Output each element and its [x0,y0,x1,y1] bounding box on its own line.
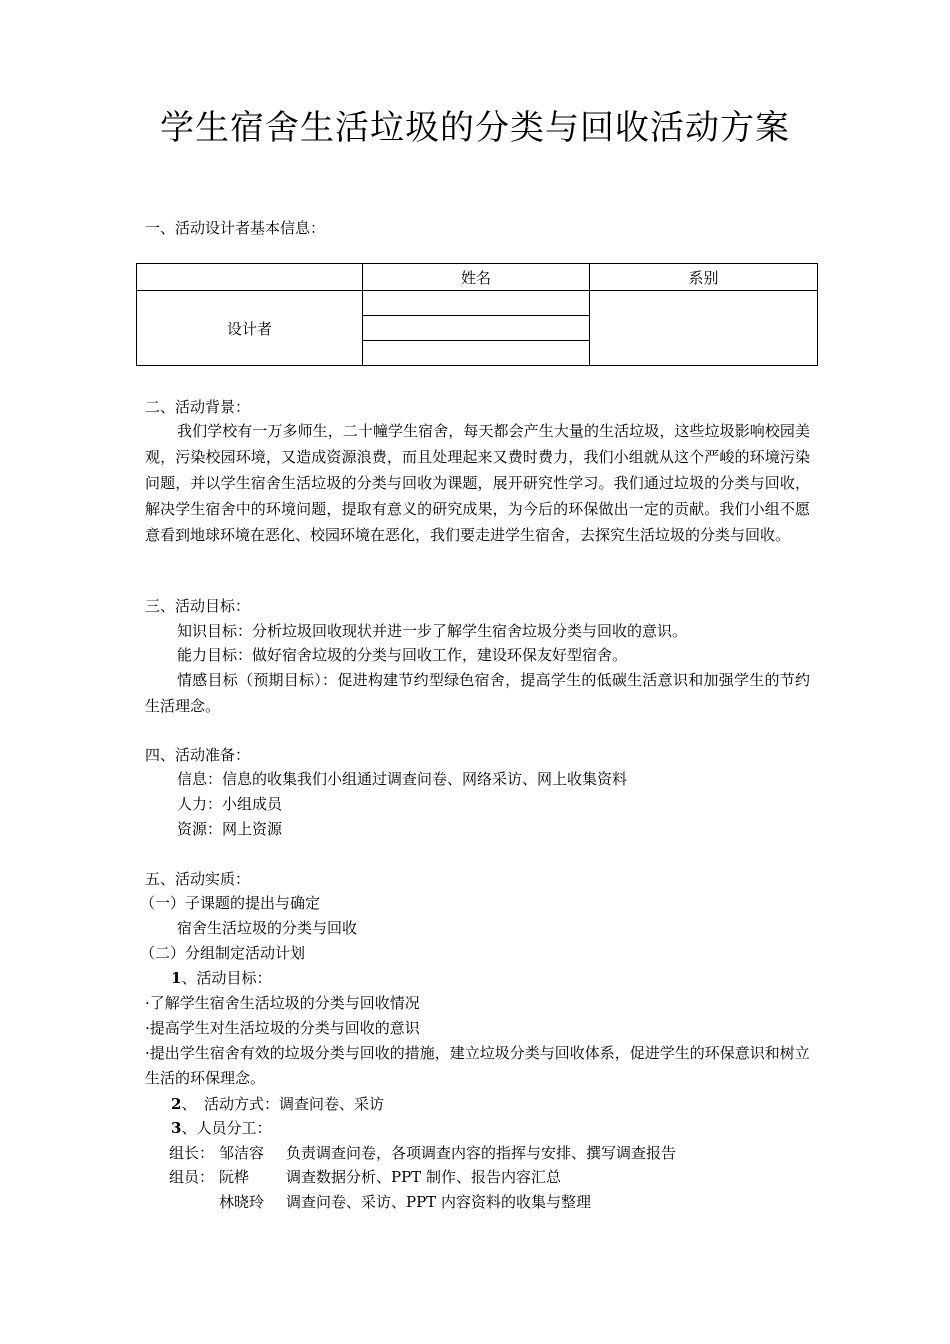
member-row-2 [219,1190,884,1215]
member2-task: 调查问卷、采访、PPT 内容资料的收集与整理 [286,1193,591,1211]
dept-cell[interactable] [590,291,818,366]
section2-heading: 二、活动背景： [145,398,251,416]
section4-heading: 四、活动准备： [145,746,251,764]
page-title: 学生宿舍生活垃圾的分类与回收活动方案 [160,108,790,148]
leader-task: 负责调查问卷，各项调查内容的指挥与安排、撰写调查报告 [286,1144,677,1162]
plan-item-1 [171,966,836,991]
table-corner-cell [137,264,363,291]
member-row-1 [169,1165,834,1190]
prep-resource: 资源：网上资源 [177,820,283,838]
plan-item-2-label: 、 活动方式：调查问卷、采访 [181,1095,384,1113]
knowledge-goal: 知识目标：分析垃圾回收现状并进一步了解学生宿舍垃圾分类与回收的意识。 [177,622,688,640]
name-cell-3[interactable] [363,341,590,366]
subsection1-text: 宿舍生活垃圾的分类与回收 [177,919,358,937]
name-cell-1[interactable] [363,291,590,316]
section5-heading: 五、活动实质： [145,870,251,888]
row-label-designer: 设计者 [137,291,363,366]
plan-item-3-label: 、人员分工： [181,1119,272,1137]
plan-item-1-label: 、活动目标： [181,969,272,987]
name-cell-2[interactable] [363,316,590,341]
col-header-name: 姓名 [363,264,590,291]
leader-role: 组长： [169,1144,215,1162]
ability-goal: 能力目标：做好宿舍垃圾的分类与回收工作，建设环保友好型宿舍。 [177,646,628,664]
member2-name: 林晓玲 [219,1193,265,1211]
col-header-dept: 系别 [590,264,818,291]
member-role: 组员： [169,1168,215,1186]
member1-name: 阮桦 [219,1168,250,1186]
subsection1-heading: （一）子课题的提出与确定 [140,894,321,912]
plan-item-3-number: 3 [171,1119,182,1137]
bullet-2: ·提高学生对生活垃圾的分类与回收的意识 [145,1019,420,1037]
prep-people: 人力：小组成员 [177,795,283,813]
emotion-goal: 情感目标（预期目标）：促进构建节约型绿色宿舍，提高学生的低碳生活意识和加强学生的节约生活理念。 [145,671,810,715]
leader-row [169,1141,834,1166]
leader-name: 邹洁容 [219,1144,265,1162]
section1-heading: 一、活动设计者基本信息： [145,219,326,237]
prep-info: 信息：信息的收集我们小组通过调查问卷、网络采访、网上收集资料 [177,770,628,788]
plan-item-1-number: 1 [171,969,182,987]
section3-heading: 三、活动目标： [145,597,251,615]
plan-item-2 [171,1092,836,1117]
designer-info-table [136,263,818,366]
background-paragraph: 我们学校有一万多师生，二十幢学生宿舍，每天都会产生大量的生活垃圾，这些垃圾影响校园美观，污染校园环境，又造成资源浪费，而且处理起来又费时费力，我们小组就从这个严峻的环境污染问题，并以学生宿舍生活垃圾的分类与回收为课题，展开研究性学习。我们通过垃圾的分类与回收，解决学生宿舍中的环境问题，提取有意义的研究成果，为今后的环保做出一定的贡献。我们小组不愿意看到地球环境在恶化、校园环境在恶化，我们要走进学生宿舍，去探究生活垃圾的分类与回收。 [145,422,810,544]
plan-item-3 [171,1116,836,1141]
bullet-3: ·提出学生宿舍有效的垃圾分类与回收的措施，建立垃圾分类与回收体系，促进学生的环保意识和树立生活的环保理念。 [145,1044,810,1087]
member1-task: 调查数据分析、PPT 制作、报告内容汇总 [286,1168,561,1186]
subsection2-heading: （二）分组制定活动计划 [140,944,306,962]
plan-item-2-number: 2 [171,1095,182,1113]
bullet-1: ·了解学生宿舍生活垃圾的分类与回收情况 [145,994,420,1012]
